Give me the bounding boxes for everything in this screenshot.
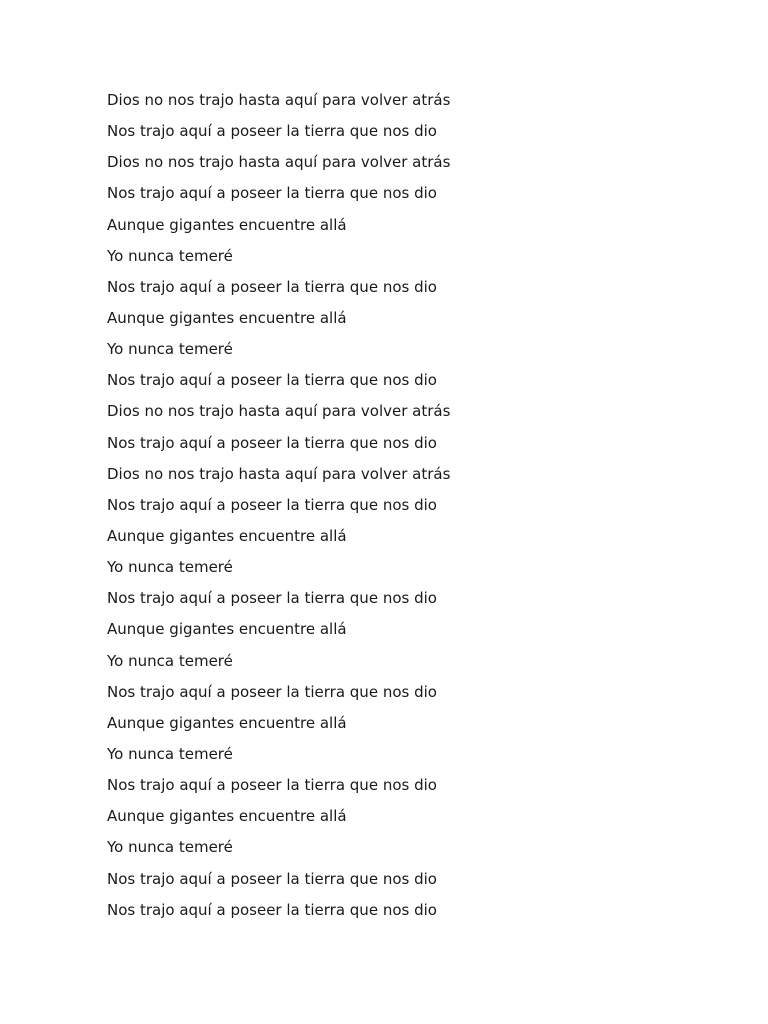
lyric-line: Aunque gigantes encuentre allá bbox=[107, 308, 347, 327]
lyric-line: Nos trajo aquí a poseer la tierra que nos dio bbox=[107, 869, 437, 888]
lyric-line: Nos trajo aquí a poseer la tierra que nos dio bbox=[107, 277, 437, 296]
lyric-line: Nos trajo aquí a poseer la tierra que nos dio bbox=[107, 589, 437, 608]
lyric-line: Yo nunca temeré bbox=[107, 744, 233, 763]
lyric-line: Yo nunca temeré bbox=[107, 651, 233, 670]
lyrics-body bbox=[107, 89, 450, 930]
lyric-line: Aunque gigantes encuentre allá bbox=[107, 807, 347, 826]
lyric-line: Nos trajo aquí a poseer la tierra que nos dio bbox=[107, 682, 437, 701]
lyric-line: Dios no nos trajo hasta aquí para volver atrás bbox=[107, 402, 451, 421]
lyric-line: Nos trajo aquí a poseer la tierra que nos dio bbox=[107, 776, 437, 795]
lyric-line: Nos trajo aquí a poseer la tierra que nos dio bbox=[107, 495, 437, 514]
lyric-line: Nos trajo aquí a poseer la tierra que nos dio bbox=[107, 900, 437, 919]
lyric-line: Aunque gigantes encuentre allá bbox=[107, 713, 347, 732]
lyric-line: Nos trajo aquí a poseer la tierra que nos dio bbox=[107, 433, 437, 452]
lyric-line: Nos trajo aquí a poseer la tierra que nos dio bbox=[107, 371, 437, 390]
lyric-line: Nos trajo aquí a poseer la tierra que nos dio bbox=[107, 122, 437, 141]
lyric-line: Yo nunca temeré bbox=[107, 558, 233, 577]
lyric-line: Nos trajo aquí a poseer la tierra que nos dio bbox=[107, 184, 437, 203]
lyric-line: Aunque gigantes encuentre allá bbox=[107, 215, 347, 234]
lyric-line: Yo nunca temeré bbox=[107, 340, 233, 359]
lyric-line: Dios no nos trajo hasta aquí para volver atrás bbox=[107, 464, 451, 483]
lyric-line: Yo nunca temeré bbox=[107, 246, 233, 265]
lyric-line: Aunque gigantes encuentre allá bbox=[107, 620, 347, 639]
lyric-line: Dios no nos trajo hasta aquí para volver atrás bbox=[107, 91, 451, 109]
lyric-line: Aunque gigantes encuentre allá bbox=[107, 526, 347, 545]
lyric-line: Yo nunca temeré bbox=[107, 838, 233, 857]
lyric-line: Dios no nos trajo hasta aquí para volver atrás bbox=[107, 153, 451, 172]
